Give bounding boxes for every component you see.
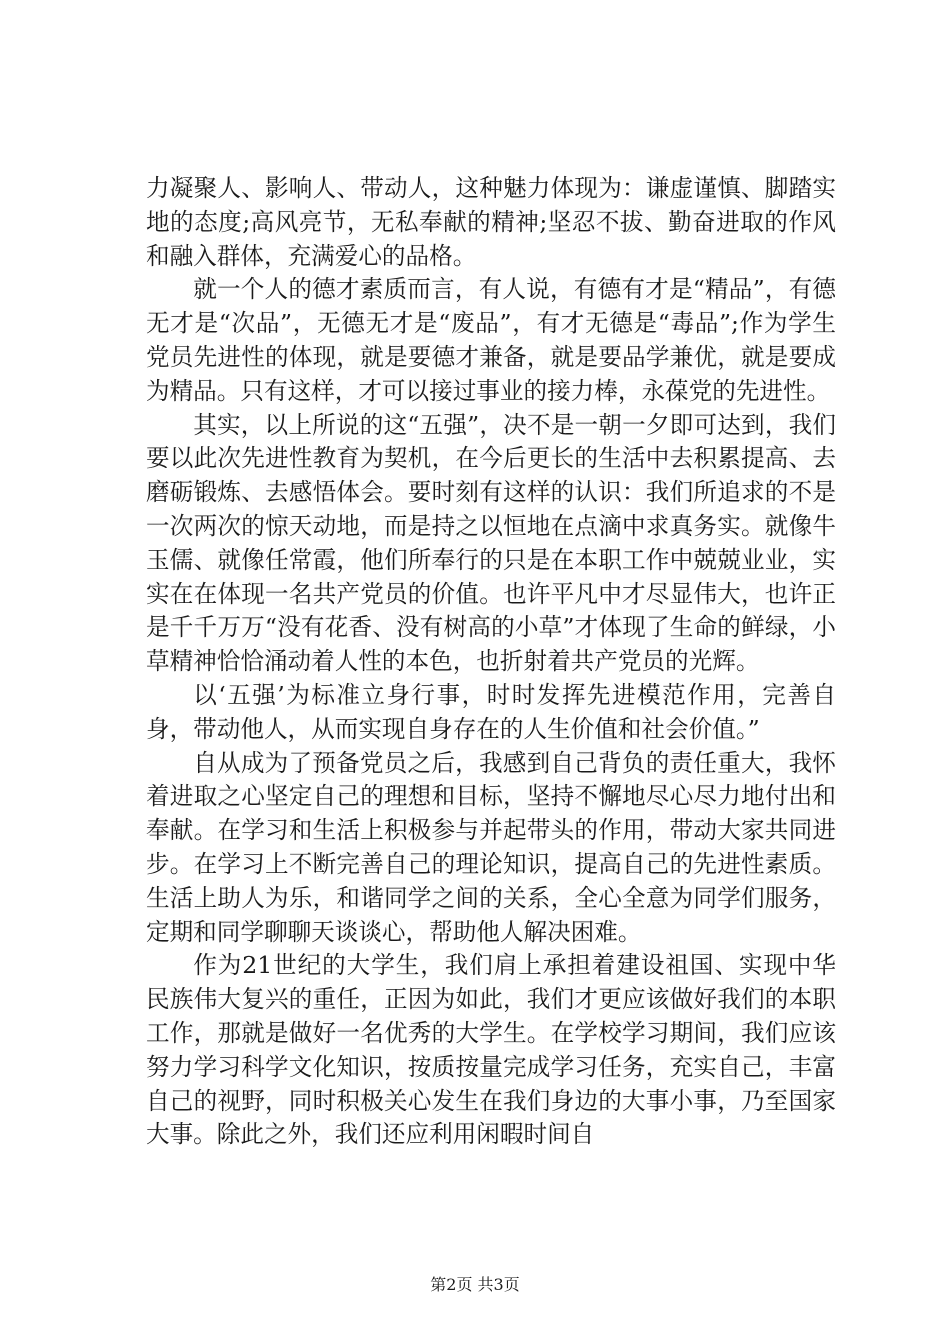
paragraph-continuation: 力凝聚人、影响人、带动人，这种魅力体现为：谦虚谨慎、脚踏实地的态度;高风亮节，无私奉献的精神;坚忍不拔、勤奋进取的作风和融入群体，充满爱心的品格。 [146, 174, 836, 270]
paragraph: 其实，以上所说的这“五强”，决不是一朝一夕即可达到，我们要以此次先进性教育为契机，在今后更长的生活中去积累提高、去磨砺锻炼、去感悟体会。要时刻有这样的认识：我们所追求的不是一次两次的惊天动地，而是持之以恒地在点滴中求真务实。就像牛玉儒、就像任常霞，他们所奉行的只是在本职工作中兢兢业业，实实在在体现一名共产党员的价值。也许平凡中才尽显伟大，也许正是千千万万“没有花香、没有树高的小草”才体现了生命的鲜绿，小草精神恰恰涌动着人性的本色，也折射着共产党员的光辉。 [146, 410, 836, 676]
paragraph: 以‘五强’为标准立身行事，时时发挥先进模范作用，完善自身，带动他人，从而实现自身存在的人生价值和社会价值。” [146, 680, 836, 743]
document-body [146, 172, 836, 1152]
page-number-footer: 第2页 共3页 [430, 1275, 520, 1294]
paragraph: 就一个人的德才素质而言，有人说，有德有才是“精品”，有德无才是“次品”，无德无才是“废品”，有才无德是“毒品”;作为学生党员先进性的体现，就是要德才兼备，就是要品学兼优，就是要成为精品。只有这样，才可以接过事业的接力棒，永葆党的先进性。 [146, 275, 836, 405]
paragraph: 作为21世纪的大学生，我们肩上承担着建设祖国、实现中华民族伟大复兴的重任，正因为如此，我们才更应该做好我们的本职工作，那就是做好一名优秀的大学生。在学校学习期间，我们应该努力学习科学文化知识，按质按量完成学习任务，充实自己，丰富自己的视野，同时积极关心发生在我们身边的大事小事，乃至国家大事。除此之外，我们还应利用闲暇时间自 [146, 951, 836, 1149]
paragraph: 自从成为了预备党员之后，我感到自己背负的责任重大，我怀着进取之心坚定自己的理想和目标，坚持不懈地尽心尽力地付出和奉献。在学习和生活上积极参与并起带头的作用，带动大家共同进步。在学习上不断完善自己的理论知识，提高自己的先进性素质。生活上助人为乐，和谐同学之间的关系，全心全意为同学们服务，定期和同学聊聊天谈谈心，帮助他人解决困难。 [146, 748, 836, 946]
